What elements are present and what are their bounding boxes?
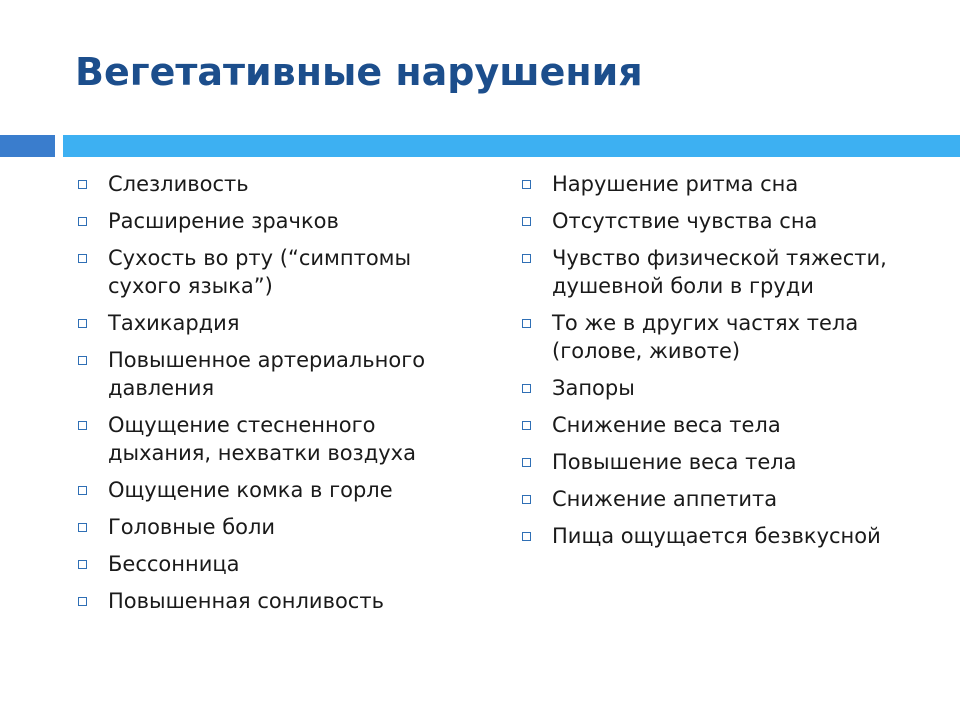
list-item-text: Ощущение стесненного дыхания, нехватки воздуха	[108, 413, 416, 465]
list-item	[76, 587, 466, 615]
list-item-text: Повышенная сонливость	[108, 589, 384, 613]
hollow-square-icon	[78, 180, 87, 189]
list-item	[520, 448, 920, 476]
list-item-text: Тахикардия	[108, 311, 240, 335]
hollow-square-icon	[78, 319, 87, 328]
list-item-text: Бессонница	[108, 552, 240, 576]
hollow-square-icon	[78, 560, 87, 569]
hollow-square-icon	[522, 458, 531, 467]
list-item	[520, 309, 920, 365]
hollow-square-icon	[78, 486, 87, 495]
list-item	[520, 411, 920, 439]
hollow-square-icon	[522, 180, 531, 189]
accent-bar-right	[63, 135, 960, 157]
hollow-square-icon	[78, 597, 87, 606]
list-item-text: Ощущение комка в горле	[108, 478, 393, 502]
list-item	[76, 309, 466, 337]
list-item-text: Снижение аппетита	[552, 487, 778, 511]
hollow-square-icon	[78, 356, 87, 365]
list-item	[520, 244, 920, 300]
hollow-square-icon	[78, 523, 87, 532]
hollow-square-icon	[522, 532, 531, 541]
list-item-text: То же в других частях тела (голове, животе)	[552, 311, 859, 363]
accent-bar-left	[0, 135, 55, 157]
list-item	[520, 170, 920, 198]
list-item	[520, 207, 920, 235]
hollow-square-icon	[522, 495, 531, 504]
list-item-text: Запоры	[552, 376, 635, 400]
list-item-text: Снижение веса тела	[552, 413, 781, 437]
list-item	[76, 550, 466, 578]
list-item-text: Повышение веса тела	[552, 450, 797, 474]
list-item	[76, 170, 466, 198]
list-item	[76, 207, 466, 235]
list-item-text: Расширение зрачков	[108, 209, 339, 233]
hollow-square-icon	[522, 421, 531, 430]
list-item	[76, 513, 466, 541]
hollow-square-icon	[78, 254, 87, 263]
list-item-text: Пища ощущается безвкусной	[552, 524, 881, 548]
list-item	[76, 346, 466, 402]
list-item-text: Головные боли	[108, 515, 276, 539]
list-item-text: Отсутствие чувства сна	[552, 209, 818, 233]
list-item-text: Чувство физической тяжести, душевной боли в груди	[552, 246, 887, 298]
hollow-square-icon	[78, 421, 87, 430]
list-item	[76, 411, 466, 467]
hollow-square-icon	[522, 217, 531, 226]
list-item	[76, 244, 466, 300]
slide-title: Вегетативные нарушения	[75, 50, 643, 94]
list-item-text: Сухость во рту (“симптомы сухого языка”)	[108, 246, 412, 298]
list-item	[520, 522, 920, 550]
list-item-text: Слезливость	[108, 172, 249, 196]
hollow-square-icon	[522, 254, 531, 263]
list-item	[520, 374, 920, 402]
hollow-square-icon	[522, 319, 531, 328]
hollow-square-icon	[78, 217, 87, 226]
hollow-square-icon	[522, 384, 531, 393]
right-bullet-list	[520, 170, 920, 559]
list-item-text: Повышенное артериального давления	[108, 348, 426, 400]
list-item-text: Нарушение ритма сна	[552, 172, 799, 196]
left-bullet-list	[76, 170, 466, 624]
list-item	[520, 485, 920, 513]
list-item	[76, 476, 466, 504]
